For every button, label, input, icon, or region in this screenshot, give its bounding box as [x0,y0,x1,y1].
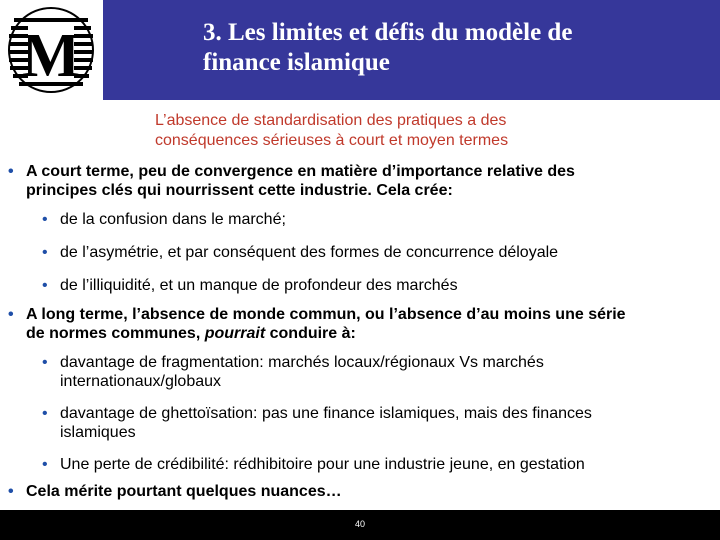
bullet-text-line: de l’illiquidité, et un manque de profondeur des marchés [60,277,458,294]
title-line-1: 3. Les limites et défis du modèle de [203,19,573,46]
bullet-icon: • [8,306,14,323]
bullet-text-line: internationaux/globaux [60,373,222,390]
text-fragment: de normes communes, [26,325,205,342]
sub-bullet-fragmentation [42,353,700,391]
page-number: 40 [354,519,365,529]
emphasis-text: pourrait [204,325,266,342]
bullet-icon: • [8,483,14,500]
bullet-long-term [8,305,701,343]
bullet-text-line: A court terme, peu de convergence en matière d’importance relative des [26,163,575,180]
page-title [203,18,703,78]
logo-emblem [6,6,96,94]
bullet-icon: • [42,211,48,228]
title-line-2: finance islamique [203,49,390,76]
sub-bullet-confusion [42,210,700,229]
bullet-nuances [8,482,701,501]
bullet-text-line: Cela mérite pourtant quelques nuances… [26,483,342,500]
bullet-text-line: de l’asymétrie, et par conséquent des formes de concurrence déloyale [60,244,559,261]
bullet-icon: • [42,354,48,371]
footer-bar [0,510,720,540]
bullet-text-line: Une perte de crédibilité: rédhibitoire pour une industrie jeune, en gestation [60,456,585,473]
text-fragment: conduire à: [265,325,356,342]
subtitle-line-1: L’absence de standardisation des pratiques a des [155,112,507,129]
bullet-text-line: islamiques [60,424,136,441]
title-bar [103,0,720,100]
logo-letter: M [21,22,81,90]
bullet-text-line [26,324,701,343]
bullet-text-line: principes clés qui nourrissent cette industrie. Cela crée: [26,182,453,199]
sub-bullet-asymmetry [42,243,700,262]
bullet-icon: • [42,405,48,422]
sub-bullet-credibility [42,455,700,474]
bullet-text-line: de la confusion dans le marché; [60,211,286,228]
bullet-icon: • [42,244,48,261]
bullet-text-line: davantage de fragmentation: marchés locaux/régionaux Vs marchés [60,354,544,371]
bullet-text-line: davantage de ghettoïsation: pas une finance islamiques, mais des finances [60,405,592,422]
logo [0,0,103,100]
bullet-icon: • [8,163,14,180]
bullet-icon: • [42,277,48,294]
subtitle [155,111,655,151]
sub-bullet-ghettoisation [42,404,700,442]
subtitle-line-2: conséquences sérieuses à court et moyen termes [155,132,509,149]
bullet-short-term [8,162,701,200]
bullet-text-line: A long terme, l’absence de monde commun, ou l’absence d’au moins une série [26,306,626,323]
sub-bullet-illiquidity [42,276,700,295]
bullet-icon: • [42,456,48,473]
